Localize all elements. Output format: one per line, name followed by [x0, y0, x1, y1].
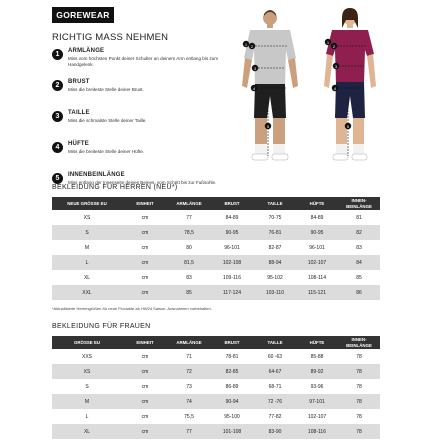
table-cell: XXS: [52, 349, 122, 364]
table-row: [52, 394, 380, 409]
svg-text:1: 1: [244, 41, 248, 47]
table-cell: XS: [52, 210, 122, 225]
step-number: 5: [52, 173, 63, 184]
table-row: [52, 379, 380, 394]
column-header: EINHEIT: [122, 336, 168, 349]
men-footnote: *Aktualisierte Herrengrößen für neue Produkte ab HW24 Saison. Ausnahmen vorbehalten.: [52, 306, 212, 311]
column-header: BRUST: [210, 336, 254, 349]
table-cell: cm: [122, 270, 168, 285]
table-cell: XL: [52, 424, 122, 439]
table-cell: 71: [168, 349, 210, 364]
table-cell: 60 -63: [254, 349, 296, 364]
table-cell: cm: [122, 364, 168, 379]
table-cell: S: [52, 379, 122, 394]
table-row: [52, 225, 380, 240]
step-name: BRUST: [68, 79, 90, 85]
table-cell: 90-94: [210, 394, 254, 409]
measurement-steps: [52, 48, 237, 203]
table-cell: 76-81: [254, 225, 296, 240]
page-title: RICHTIG MASS NEHMEN: [52, 32, 169, 43]
table-cell: 72: [168, 364, 210, 379]
table-cell: 85: [168, 285, 210, 300]
table-cell: 78: [338, 379, 380, 394]
table-cell: L: [52, 409, 122, 424]
female-model-figure: [312, 6, 388, 166]
step-description: Miss entlang der Innenseite deines Beines, vom Schritt bis zur Fußsohle.: [68, 180, 217, 185]
table-cell: 85: [338, 270, 380, 285]
step-name: TAILLE: [68, 110, 90, 116]
table-cell: 96-101: [296, 240, 338, 255]
table-cell: 83: [338, 240, 380, 255]
table-cell: 64-67: [254, 364, 296, 379]
table-cell: 95-100: [210, 409, 254, 424]
step-arm-length: [52, 48, 237, 74]
men-table-header: [52, 197, 380, 210]
men-section-title: BEKLEIDUNG FÜR HERREN (NEU*): [52, 184, 178, 191]
table-cell: cm: [122, 210, 168, 225]
step-number: 4: [52, 142, 63, 153]
table-cell: 102-107: [296, 255, 338, 270]
table-cell: 108-114: [296, 270, 338, 285]
column-header: BRUST: [210, 197, 254, 210]
table-row: [52, 255, 380, 270]
column-header: INNEN- BEINLÄNGE: [338, 197, 380, 210]
table-cell: cm: [122, 255, 168, 270]
table-cell: 86: [338, 285, 380, 300]
svg-text:3: 3: [334, 63, 338, 69]
table-cell: 74: [168, 394, 210, 409]
step-number: 2: [52, 80, 63, 91]
table-cell: 83: [168, 270, 210, 285]
step-name: HÜFTE: [68, 141, 89, 147]
table-cell: 78: [338, 424, 380, 439]
table-cell: XS: [52, 364, 122, 379]
column-header: EINHEIT: [122, 197, 168, 210]
svg-text:3: 3: [253, 65, 257, 71]
table-cell: 77: [168, 210, 210, 225]
step-number: 1: [52, 49, 63, 60]
table-cell: 82-87: [254, 240, 296, 255]
table-cell: 101-108: [210, 424, 254, 439]
table-row: [52, 349, 380, 364]
table-cell: S: [52, 225, 122, 240]
table-cell: 103-110: [254, 285, 296, 300]
table-cell: 90-95: [210, 225, 254, 240]
table-cell: 108-116: [296, 424, 338, 439]
table-cell: XXL: [52, 285, 122, 300]
table-row: [52, 409, 380, 424]
table-cell: 77: [168, 424, 210, 439]
table-cell: L: [52, 255, 122, 270]
brand-logo: GOREWEAR: [52, 7, 114, 23]
table-cell: XL: [52, 270, 122, 285]
table-row: [52, 364, 380, 379]
svg-text:4: 4: [252, 85, 256, 91]
svg-text:1: 1: [326, 39, 330, 45]
step-name: ARMLÄNGE: [68, 48, 105, 54]
table-cell: 81: [338, 210, 380, 225]
column-header: NEUE GRÖSSE EU: [52, 197, 122, 210]
table-cell: 88-94: [254, 255, 296, 270]
table-cell: 78: [338, 349, 380, 364]
table-cell: 90-95: [296, 225, 338, 240]
table-cell: 96-101: [210, 240, 254, 255]
table-cell: 78-81: [210, 349, 254, 364]
table-cell: 86-89: [210, 379, 254, 394]
column-header: ARMLÄNGE: [168, 197, 210, 210]
table-cell: 95-102: [254, 270, 296, 285]
table-cell: 102-107: [296, 409, 338, 424]
svg-text:5: 5: [346, 123, 350, 129]
table-cell: 78: [338, 394, 380, 409]
table-cell: 84-89: [210, 210, 254, 225]
column-header: TAILLE: [254, 197, 296, 210]
step-description: Miss die schmalste Stelle deiner Taille.: [68, 118, 147, 123]
table-cell: 84-89: [296, 210, 338, 225]
table-cell: 78,5: [168, 225, 210, 240]
women-size-table: [52, 336, 380, 439]
table-cell: 83-90: [254, 424, 296, 439]
step-chest: [52, 79, 237, 105]
table-cell: 70-75: [254, 210, 296, 225]
table-cell: 78: [338, 364, 380, 379]
table-cell: 97-101: [296, 394, 338, 409]
step-description: Miss die breiteste Stelle deiner Hüfte.: [68, 149, 145, 154]
table-cell: cm: [122, 349, 168, 364]
table-cell: 115-121: [296, 285, 338, 300]
table-cell: 73: [168, 379, 210, 394]
svg-text:5: 5: [266, 123, 270, 129]
table-cell: 72 -76: [254, 394, 296, 409]
table-cell: 77-82: [254, 409, 296, 424]
svg-text:4: 4: [333, 85, 337, 91]
table-cell: cm: [122, 394, 168, 409]
table-cell: 102-108: [210, 255, 254, 270]
column-header: GRÖSSE EU: [52, 336, 122, 349]
table-cell: 81,5: [168, 255, 210, 270]
men-size-table: [52, 197, 380, 300]
table-cell: 109-116: [210, 270, 254, 285]
table-cell: 85-88: [296, 349, 338, 364]
table-cell: cm: [122, 240, 168, 255]
step-hip: [52, 141, 237, 167]
table-row: [52, 424, 380, 439]
table-row: [52, 210, 380, 225]
table-cell: 78: [338, 409, 380, 424]
table-cell: 82: [338, 225, 380, 240]
table-cell: 89-92: [296, 364, 338, 379]
male-model-figure: [232, 6, 308, 166]
step-description: Miss die breiteste Stelle deiner Brust.: [68, 87, 144, 92]
table-cell: 82-85: [210, 364, 254, 379]
table-cell: cm: [122, 379, 168, 394]
column-header: INNEN- BEINLÄNGE: [338, 336, 380, 349]
column-header: TAILLE: [254, 336, 296, 349]
table-cell: M: [52, 240, 122, 255]
column-header: HÜFTE: [296, 336, 338, 349]
table-row: [52, 270, 380, 285]
table-row: [52, 240, 380, 255]
step-name: INNENBEINLÄNGE: [68, 172, 125, 178]
table-cell: 80: [168, 240, 210, 255]
women-section-title: BEKLEIDUNG FÜR FRAUEN: [52, 323, 151, 330]
table-cell: 84: [338, 255, 380, 270]
table-cell: cm: [122, 409, 168, 424]
table-cell: cm: [122, 424, 168, 439]
table-cell: cm: [122, 225, 168, 240]
svg-text:2: 2: [250, 43, 254, 49]
table-cell: cm: [122, 285, 168, 300]
table-cell: 75,5: [168, 409, 210, 424]
svg-text:2: 2: [332, 43, 336, 49]
column-header: ARMLÄNGE: [168, 336, 210, 349]
table-cell: 117-124: [210, 285, 254, 300]
table-cell: M: [52, 394, 122, 409]
table-cell: 93-96: [296, 379, 338, 394]
women-table-header: [52, 336, 380, 349]
step-waist: [52, 110, 237, 136]
table-row: [52, 285, 380, 300]
table-cell: 68-71: [254, 379, 296, 394]
step-description: Miss vom höchsten Punkt deiner Schulter an deinem Arm entlang bis zum Handgelenk.: [68, 56, 219, 67]
step-number: 3: [52, 111, 63, 122]
column-header: HÜFTE: [296, 197, 338, 210]
